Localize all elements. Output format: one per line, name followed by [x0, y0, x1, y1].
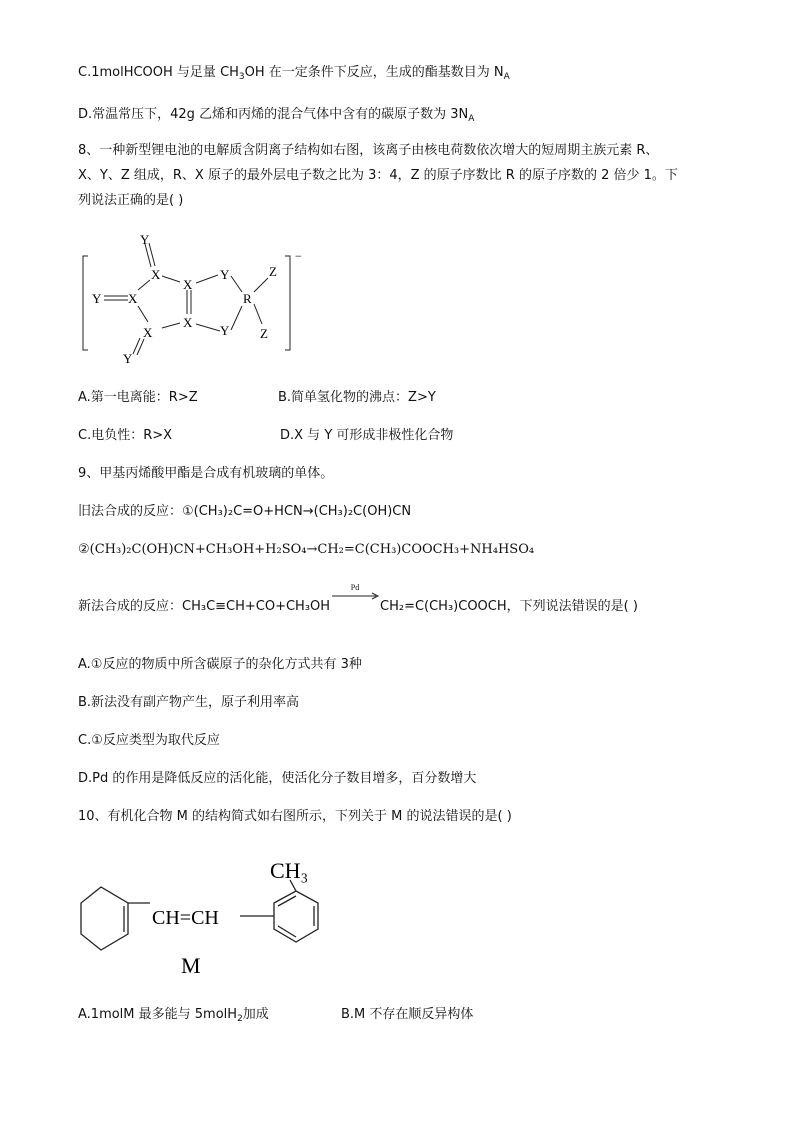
atom-r: R: [243, 291, 252, 306]
q8-option-b: B.简单氢化物的沸点：Z>Y: [278, 390, 436, 405]
q9-new-reaction-left: 新法合成的反应：CH₃C≡CH+CO+CH₃OH: [78, 599, 331, 614]
q7-option-c-sub2: A: [503, 72, 510, 82]
compound-label-m: M: [181, 953, 201, 978]
q10-option-a-sub: 2: [237, 1014, 243, 1024]
atom-y-right-top: Y: [220, 267, 230, 282]
right-bracket: [285, 256, 290, 350]
atom-x-lower: X: [143, 325, 153, 340]
atom-y-bottom: Y: [123, 351, 133, 366]
q8-option-c: C.电负性：R>X: [78, 428, 173, 443]
q10-option-a-text2: 加成: [242, 1007, 269, 1022]
left-bracket: [83, 256, 88, 350]
atom-x-center-bottom: X: [183, 315, 193, 330]
q9-old-reaction-1: 旧法合成的反应：①(CH₃)₂C=O+HCN→(CH₃)₂C(OH)CN: [78, 504, 412, 519]
atom-z-top: Z: [269, 264, 277, 279]
q10-option-a-text1: A.1molM 最多能与 5molH: [78, 1007, 238, 1022]
q8-option-a: A.第一电离能：R>Z: [78, 390, 198, 405]
anion-charge: −: [295, 249, 302, 263]
q10-option-b: B.M 不存在顺反异构体: [341, 1007, 474, 1022]
q10-structure-m: [78, 852, 338, 982]
atom-y-top: Y: [140, 232, 150, 247]
q8-stem-line3: 列说法正确的是( ): [78, 193, 184, 208]
atom-y-left: Y: [92, 291, 102, 306]
methyl-group: CH₃: [270, 858, 309, 883]
q7-option-d: [78, 106, 474, 124]
atom-x-upper: X: [151, 267, 161, 282]
atom-y-right-bottom: Y: [220, 323, 230, 338]
q7-option-c: [78, 64, 510, 82]
q9-option-a: A.①反应的物质中所含碳原子的杂化方式共有 3种: [78, 657, 362, 672]
q8-option-d: D.X 与 Y 可形成非极性化合物: [280, 428, 454, 443]
q9-new-reaction-right: CH₂=C(CH₃)COOCH，下列说法错误的是( ): [380, 599, 638, 614]
atom-x-left: X: [128, 291, 138, 306]
cyclohexene-ring: [81, 887, 150, 950]
q7-option-d-sub: A: [468, 114, 475, 124]
q7-option-c-sub1: 3: [238, 72, 245, 82]
q8-stem-line2: X、Y、Z 组成，R、X 原子的最外层电子数之比为 3：4，Z 的原子序数比 R 的原子序数的 2 倍少 1。下: [78, 168, 678, 183]
q7-option-c-text1: C.1molHCOOH 与足量 CH: [78, 65, 239, 80]
q7-option-c-text2: OH 在一定条件下反应，生成的酯基数目为 N: [244, 65, 504, 80]
q8-anion-structure: [78, 226, 318, 366]
q9-option-b: B.新法没有副产物产生，原子利用率高: [78, 695, 300, 710]
q9-old-reaction-2: ②(CH₃)₂C(OH)CN+CH₃OH+H₂SO₄→CH₂=C(CH₃)COOCH₃+NH₄HSO₄: [78, 542, 535, 557]
q7-option-d-text: D.常温常压下，42g 乙烯和丙烯的混合气体中含有的碳原子数为 3N: [78, 107, 469, 122]
chain-ch-ch: CH=CH: [152, 907, 219, 929]
q9-catalyst-label: Pd: [350, 583, 360, 592]
benzene-ring: [240, 880, 318, 942]
q9-stem: 9、甲基丙烯酸甲酯是合成有机玻璃的单体。: [78, 466, 334, 481]
q8-stem-line1: 8、一种新型锂电池的电解质含阴离子结构如右图，该离子由核电荷数依次增大的短周期主族元素 R、: [78, 143, 659, 158]
q10-stem: 10、有机化合物 M 的结构简式如右图所示，下列关于 M 的说法错误的是( ): [78, 809, 512, 824]
q10-option-a: [78, 1006, 269, 1024]
q9-option-c: C.①反应类型为取代反应: [78, 733, 220, 748]
atom-x-center-top: X: [183, 277, 193, 292]
q9-reaction-arrow: [332, 592, 380, 600]
q9-option-d: D.Pd 的作用是降低反应的活化能，使活化分子数目增多，百分数增大: [78, 771, 477, 786]
atom-z-bottom: Z: [260, 326, 268, 341]
